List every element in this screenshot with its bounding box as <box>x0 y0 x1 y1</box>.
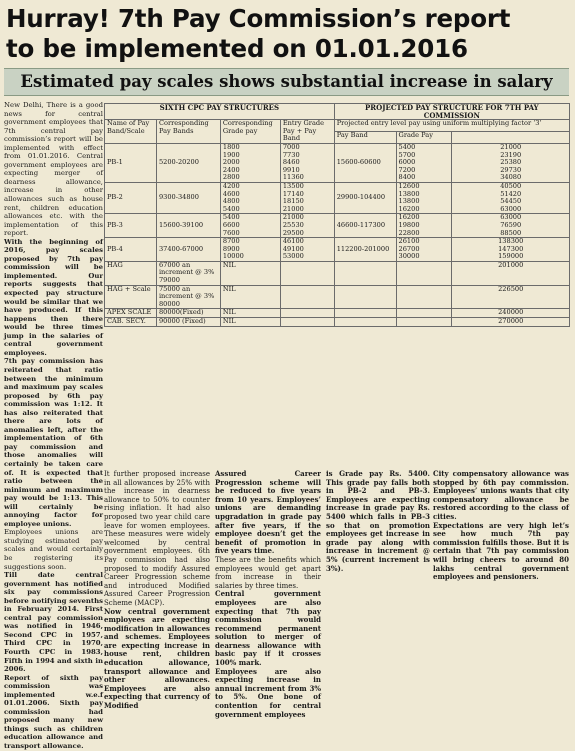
grade-value: 6600 <box>222 220 240 229</box>
sixth-cpc-header: SIXTH CPC PAY STRUCTURES <box>105 104 335 120</box>
pay-band: 15600-60600 <box>334 143 396 182</box>
paragraph: Central government employees are also expecting that 7th pay commission would recommend permanent solution to merger of dearness allowance with basic pay if it crosses 100% mark. <box>215 589 321 668</box>
band-name: CAB. SECY. <box>105 318 157 327</box>
total-value: 88500 <box>500 228 522 237</box>
pay-structure-table <box>104 103 570 327</box>
corr-band: 37400-67000 <box>156 238 220 262</box>
band-name: APEX SCALE <box>105 309 157 318</box>
grade-value: 7600 <box>222 228 240 237</box>
table-row <box>105 143 570 182</box>
pay-band: 29900-104400 <box>334 182 396 213</box>
total-value: 138300 <box>498 237 524 246</box>
grade-pay-value: 22800 <box>398 228 420 237</box>
band-name: PB-1 <box>105 143 157 182</box>
grade-value: 1800 <box>222 142 240 151</box>
grade-pay-value: 8400 <box>398 173 416 182</box>
grade-pay-value: 6000 <box>398 158 416 167</box>
grade-pay-value: 16200 <box>398 204 420 213</box>
band-name: PB-2 <box>105 182 157 213</box>
total-value: 54450 <box>500 197 522 206</box>
paragraph: Employees unions are studying estimated pay scales and would certainly be registering its suggestions soon. <box>4 528 103 571</box>
grade-value: NIL <box>220 309 280 318</box>
band-name: PB-4 <box>105 238 157 262</box>
entry-list <box>280 182 334 213</box>
total-value: 201000 <box>452 261 570 285</box>
total-value: 25380 <box>500 158 522 167</box>
grade-list <box>220 214 280 238</box>
pay-band: 46600-117300 <box>334 214 396 238</box>
grade-value: 4600 <box>222 189 240 198</box>
empty-cell <box>396 285 452 309</box>
grade-value: 2800 <box>222 173 240 182</box>
grade-pay-list <box>396 182 452 213</box>
empty-cell <box>280 309 334 318</box>
entry-list <box>280 143 334 182</box>
grade-value: NIL <box>220 261 280 285</box>
empty-cell <box>280 261 334 285</box>
grade-value: NIL <box>220 285 280 309</box>
paragraph: Now central government employees are expecting modification in allowances and schemes. Employees are expecting increase in house rent, children education allowance, transport allowance and other allowances. Employees are also expecting that currency of Modified <box>104 606 210 711</box>
entry-value: 7000 <box>282 142 300 151</box>
empty-cell <box>396 261 452 285</box>
total-value: 147300 <box>498 244 524 253</box>
table-row <box>105 214 570 238</box>
total-value: 34080 <box>500 173 522 182</box>
left-article-column <box>4 101 103 751</box>
entry-value: 7730 <box>282 150 300 159</box>
grade-value: NIL <box>220 318 280 327</box>
empty-cell <box>334 318 396 327</box>
entry-value: 46100 <box>282 237 304 246</box>
band-name: HAG + Scale <box>105 285 157 309</box>
entry-value: 53000 <box>282 252 304 261</box>
grade-pay-value: 16200 <box>398 213 420 222</box>
grade-value: 8900 <box>222 244 240 253</box>
grade-pay-value: 30000 <box>398 252 420 261</box>
grade-list <box>220 143 280 182</box>
band-name: HAG <box>105 261 157 285</box>
table-row <box>105 261 570 285</box>
total-list <box>452 238 570 262</box>
entry-value: 25530 <box>282 220 304 229</box>
grade-pay-value: 5700 <box>398 150 416 159</box>
paragraph: 7th pay commission has reiterated that ratio between the minimum and maximum pay scales proposed by 6th pay commission was 1:12. It has also reiterated that there are lots of anomalies left, after the implementation of 6th pay commission and those anomalies will certainly be taken care of. It is expected that ratio between the minimum and maximum pay would be 1:13. This will certainly be annoying factor for employee unions. <box>4 357 103 528</box>
empty-cell <box>280 285 334 309</box>
grade-pay-list <box>396 214 452 238</box>
headline-line-1: Hurray! 7th Pay Commission’s report <box>6 4 511 33</box>
total-value: 21000 <box>500 142 522 151</box>
corr-band: 5200-20200 <box>156 143 220 182</box>
total-value: 23190 <box>500 150 522 159</box>
grade-value: 8700 <box>222 237 240 246</box>
grade-value: 2400 <box>222 165 240 174</box>
total-list <box>452 182 570 213</box>
article-column-1 <box>104 470 210 711</box>
empty-cell <box>280 318 334 327</box>
total-list <box>452 143 570 182</box>
entry-value: 13500 <box>282 181 304 190</box>
paragraph: These are the benefits which employees would get apart from increase in their salaries by three times. <box>215 555 321 590</box>
entry-value: 29500 <box>282 228 304 237</box>
grade-pay-value: 7200 <box>398 165 416 174</box>
grade-value: 2000 <box>222 158 240 167</box>
total-value: 76590 <box>500 220 522 229</box>
column-header-total <box>452 132 570 144</box>
entry-value: 8460 <box>282 158 300 167</box>
article-column-2 <box>215 470 321 719</box>
grade-pay-value: 26100 <box>398 237 420 246</box>
entry-list <box>280 238 334 262</box>
total-value: 40500 <box>500 181 522 190</box>
grade-pay-value: 5400 <box>398 142 416 151</box>
grade-pay-value: 26700 <box>398 244 420 253</box>
grade-list <box>220 182 280 213</box>
grade-value: 10000 <box>222 252 244 261</box>
table-row <box>105 318 570 327</box>
column-header-projected-note: Projected entry level pay using uniform multiplying factor ‘3’ <box>334 120 569 132</box>
column-header-entry: Entry Grade Pay + Pay Band <box>280 120 334 144</box>
corr-band: 80000(Fixed) <box>156 309 220 318</box>
paragraph: Employees are also expecting increase in annual increment from 3% to 5%. One bone of contention for central government employees <box>215 666 321 719</box>
paragraph: With the beginning of 2016, pay scales proposed by 7th pay commission will be implemented. Our reports suggests that expected pay structure would be similar that we have produced. If this happens then there would be three times jump in the salaries of central government employees. <box>4 237 103 357</box>
paragraph: City compensatory allowance was stopped by 6th pay commission. Employees’ unions wants that city compensatory allowance be restored according to the class of cities. <box>433 469 569 521</box>
table-row <box>105 238 570 262</box>
empty-cell <box>334 309 396 318</box>
empty-cell <box>396 309 452 318</box>
paragraph: is Grade pay Rs. 5400. This grade pay falls both in PB-2 and PB-3. Employees are expecting increase in grade pay Rs. 5400 which falls in PB-3 so that on promotion employees get increase in grade pay along with increase in increment @ 5% (current increment is 3%). <box>326 469 430 573</box>
total-value: 29730 <box>500 165 522 174</box>
headline <box>6 4 569 64</box>
headline-line-2: to be implemented on 01.01.2016 <box>6 34 468 63</box>
grade-pay-value: 12600 <box>398 181 420 190</box>
grade-value: 4800 <box>222 197 240 206</box>
paragraph: Till date central government has notified six pay commissions before notifying sevenths in February 2014. First central pay commission was notified in 1946, Second CPC in 1957, Third CPC in 1970, Fourth CPC in 1983, Fifth in 1994 and sixth in 2006. <box>4 571 103 674</box>
total-value: 270000 <box>452 318 570 327</box>
paragraph: Assured Career Progression scheme will be reduced to five years from 10 years. Employees’ unions are demanding upgradation in grade pay after five years, if the employee doesn’t get the benefit of promotion in five years time. <box>215 469 321 556</box>
entry-list <box>280 214 334 238</box>
total-list <box>452 214 570 238</box>
table-row <box>105 285 570 309</box>
pay-band: 112200-201000 <box>334 238 396 262</box>
column-header-grade-pay: Grade Pay <box>396 132 452 144</box>
corr-band: 15600-39100 <box>156 214 220 238</box>
article-column-3 <box>326 470 430 573</box>
subheadline-banner: Estimated pay scales shows substantial increase in salary <box>4 68 569 96</box>
grade-value: 1900 <box>222 150 240 159</box>
column-header-corr-band: Corresponding Pay Bands <box>156 120 220 144</box>
grade-pay-value: 19800 <box>398 220 420 229</box>
total-value: 63000 <box>500 204 522 213</box>
paragraph: Expectations are very high let’s see how much 7th pay commission fulfills those. But it is certain that 7th pay commission will bring cheers to around 80 lakhs central government employees and pensioners. <box>433 520 569 582</box>
entry-value: 21000 <box>282 204 304 213</box>
entry-value: 11360 <box>282 173 304 182</box>
corr-band: 90000 (Fixed) <box>156 318 220 327</box>
empty-cell <box>334 285 396 309</box>
entry-value: 21000 <box>282 213 304 222</box>
entry-value: 49100 <box>282 244 304 253</box>
total-value: 51420 <box>500 189 522 198</box>
grade-pay-list <box>396 143 452 182</box>
entry-value: 9910 <box>282 165 300 174</box>
column-header-corr-grade: Corresponding Grade pay <box>220 120 280 144</box>
grade-pay-list <box>396 238 452 262</box>
grade-value: 5400 <box>222 213 240 222</box>
grade-value: 4200 <box>222 181 240 190</box>
total-value: 63000 <box>500 213 522 222</box>
grade-pay-value: 13800 <box>398 197 420 206</box>
paragraph: It further proposed increase in all allowances by 25% with the increase in dearness allowance to 50% to counter rising inflation. It had also proposed two year child care leave for women employees. These measures were widely welcomed by central government employees. 6th Pay commission had also proposed to modify Assured Career Progression scheme and introduced Modified Assured Career Progression Scheme (MACP). <box>104 470 210 607</box>
corr-band: 9300-34800 <box>156 182 220 213</box>
total-value: 159000 <box>498 252 524 261</box>
seventh-cpc-header: PROJECTED PAY STRUCTURE FOR 7TH PAY COMMISSION <box>334 104 569 120</box>
total-value: 226500 <box>452 285 570 309</box>
corr-band: 75000 an increment @ 3% 80000 <box>156 285 220 309</box>
grade-value: 5400 <box>222 204 240 213</box>
grade-list <box>220 238 280 262</box>
paragraph: Report of sixth pay commission was implemented w.e.f 01.01.2006. Sixth pay commission had proposed many new things such as children education allowance and transport allowance. <box>4 673 103 751</box>
article-column-4 <box>433 470 569 582</box>
column-header-band: Name of Pay Band/Scale <box>105 120 157 144</box>
paragraph: New Delhi, There is a good news for central government employees that 7th central pay commission’s report will be implemented with effect from 01.01.2016. Central government employees are expecting merger of dearness allowance, increase in other allowances such as house rent, children education allowances etc. with the implementation of this report. <box>4 101 103 238</box>
table-row <box>105 182 570 213</box>
empty-cell <box>334 261 396 285</box>
entry-value: 17140 <box>282 189 304 198</box>
total-value: 240000 <box>452 309 570 318</box>
corr-band: 67000 an increment @ 3% 79000 <box>156 261 220 285</box>
grade-pay-value: 13800 <box>398 189 420 198</box>
entry-value: 18150 <box>282 197 304 206</box>
column-header-pay-band: Pay Band <box>334 132 396 144</box>
empty-cell <box>396 318 452 327</box>
band-name: PB-3 <box>105 214 157 238</box>
